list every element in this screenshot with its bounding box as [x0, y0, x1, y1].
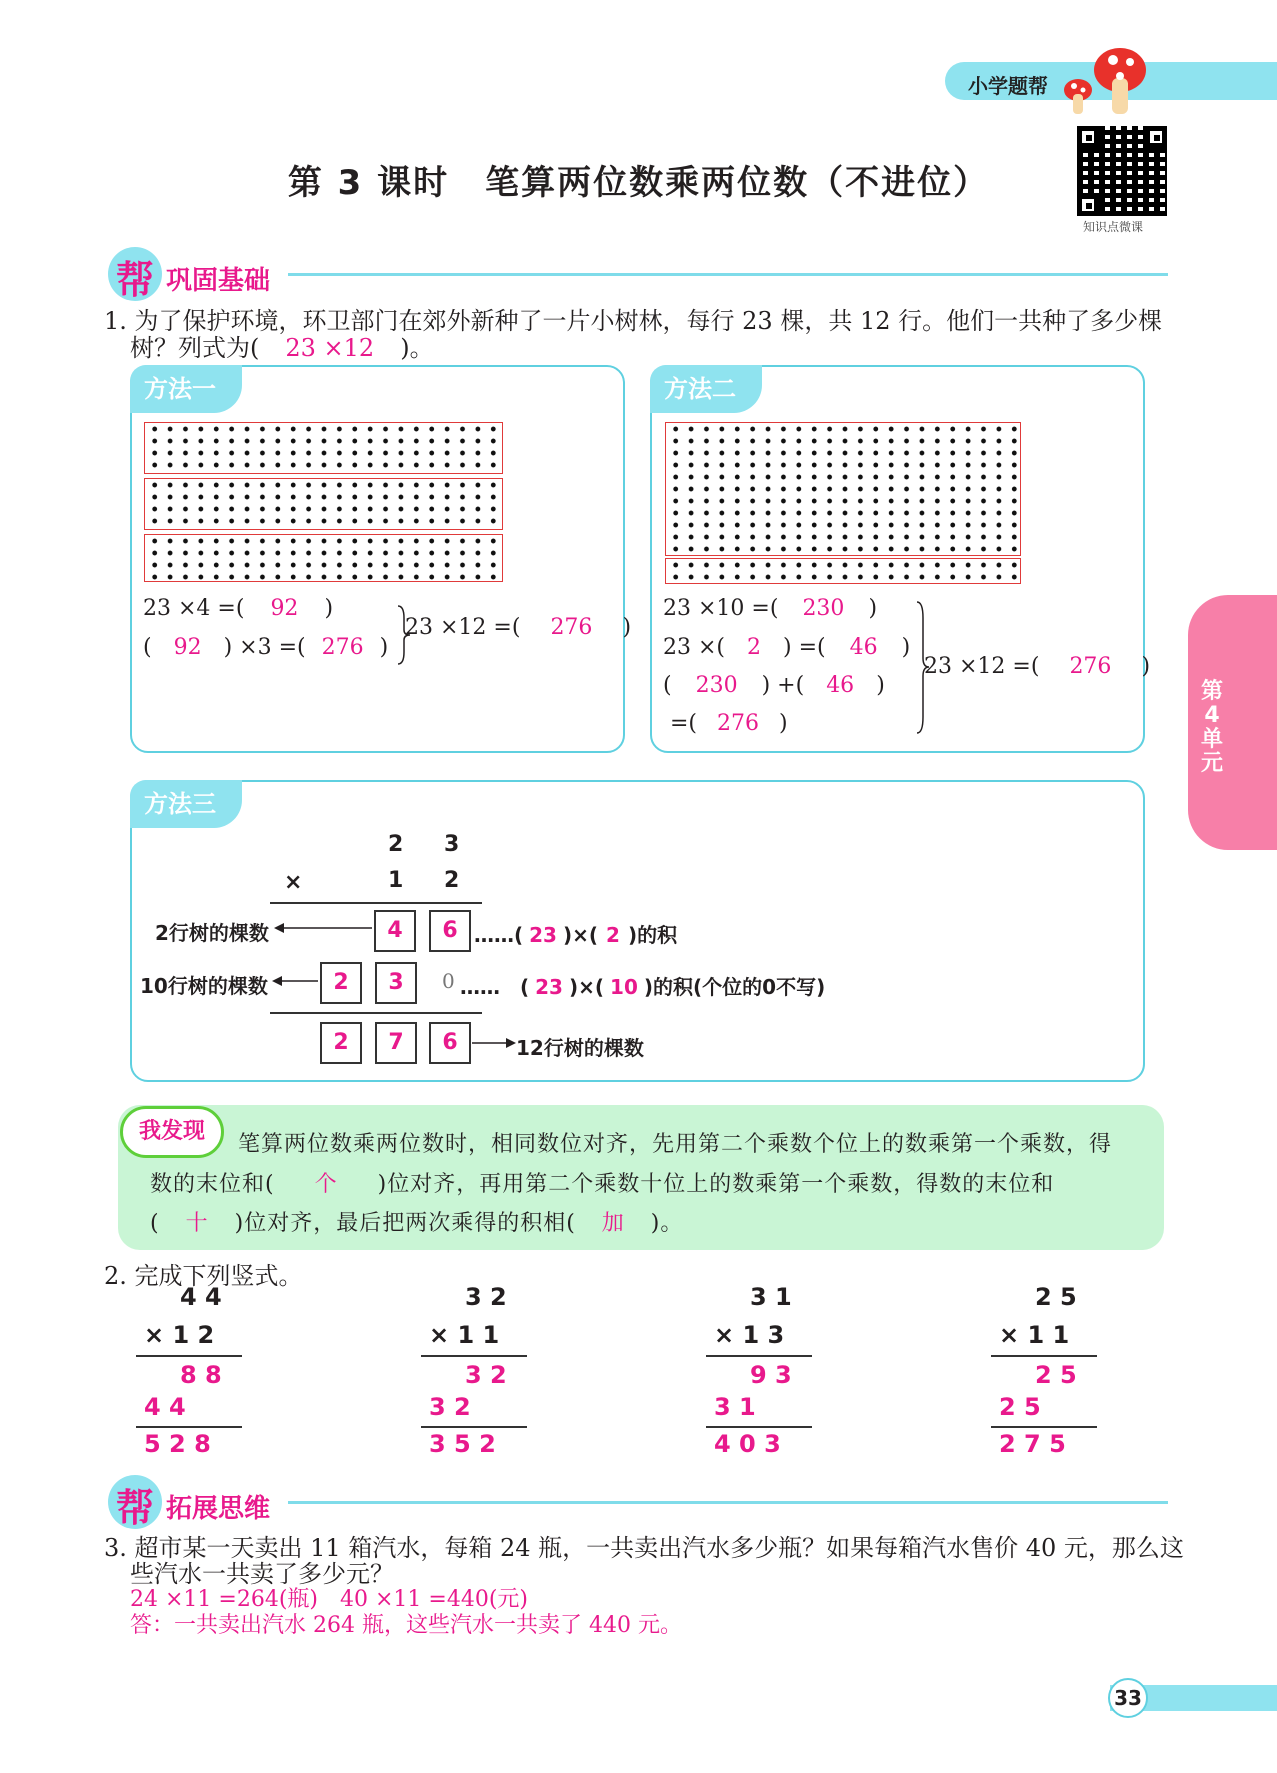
rule-line — [991, 1426, 1097, 1428]
note-text: )的积(个位的0不写) — [643, 975, 826, 999]
note-text: )×( — [562, 923, 599, 947]
discover-line1: 笔算两位数乘两位数时，相同数位对齐，先用第二个乘数个位上的数乘第一个乘数，得 — [238, 1132, 1113, 1157]
dot-group — [144, 422, 503, 474]
eq-answer: 276 — [1069, 654, 1112, 679]
rule-line — [136, 1426, 242, 1428]
rule-line — [706, 1355, 812, 1357]
rule-line — [991, 1355, 1097, 1357]
calc-result: 5 2 8 — [144, 1430, 211, 1458]
eq-text: ) — [868, 596, 878, 621]
result-box: 7 — [375, 1022, 417, 1064]
note-text: )×( — [568, 975, 605, 999]
method2-eq2 — [663, 635, 910, 660]
calc-top: 3 1 — [750, 1283, 792, 1311]
section-divider — [288, 1501, 1168, 1504]
section-badge-char: 帮 — [116, 258, 155, 302]
eq-answer: 46 — [826, 673, 855, 698]
calc-mult: × 1 1 — [999, 1321, 1070, 1349]
eq-answer: 230 — [695, 673, 738, 698]
multiplicand-digit: 2 — [388, 832, 404, 857]
rule-line — [706, 1426, 812, 1428]
calc-partial: 4 4 — [144, 1393, 186, 1421]
eq-text: ( — [663, 673, 672, 698]
note-answer: 23 — [529, 923, 557, 947]
note-answer: 23 — [535, 975, 563, 999]
rule-line — [270, 902, 482, 904]
multiplicand-digit: 3 — [444, 832, 460, 857]
eq-text: ) — [901, 635, 911, 660]
calc-result: 4 0 3 — [714, 1430, 781, 1458]
eq-text: ) — [876, 673, 885, 698]
method1-eq2 — [143, 635, 388, 660]
omitted-zero: 0 — [442, 969, 455, 993]
qr-corner — [1145, 126, 1167, 148]
calc-mult: × 1 3 — [714, 1321, 785, 1349]
method3-tag: 方法三 — [130, 780, 242, 828]
q3-text-line1: 3. 超市某一天卖出 11 箱汽水，每箱 24 瓶，一共卖出汽水多少瓶？如果每箱汽水售价 40 元，那么这 — [104, 1534, 1184, 1562]
calc-result: 2 7 5 — [999, 1430, 1066, 1458]
discover-text: ( — [150, 1211, 160, 1236]
q1-answer: 23 ×12 — [285, 334, 375, 362]
eq-answer: 276 — [717, 711, 760, 736]
dot-group — [144, 478, 503, 530]
section-title: 巩固基础 — [166, 266, 271, 296]
calc-top: 3 2 — [465, 1283, 507, 1311]
discover-text: 数的末位和( — [150, 1172, 275, 1197]
eq-answer: 276 — [550, 615, 593, 640]
discover-text: )位对齐，再用第二个乘数十位上的数乘第一个乘数，得数的末位和 — [377, 1172, 1055, 1197]
result-box: 6 — [429, 1022, 471, 1064]
section-divider — [288, 273, 1168, 276]
calc-result: 3 5 2 — [429, 1430, 496, 1458]
row1-note — [474, 919, 677, 948]
method1-result — [405, 615, 631, 640]
section-title: 拓展思维 — [166, 1494, 271, 1524]
side-char: 元 — [1200, 751, 1223, 776]
dot-group — [665, 558, 1021, 584]
q1-text: )。 — [400, 334, 434, 362]
eq-answer: 276 — [321, 635, 364, 660]
brand-name: 小学题帮 — [968, 74, 1048, 98]
q1-text-line2 — [130, 334, 434, 362]
qr-caption: 知识点微课 — [1083, 220, 1144, 234]
eq-text: ) — [324, 596, 334, 621]
eq-text: ( — [143, 635, 152, 660]
dot-group — [144, 534, 503, 582]
eq-text: 23 ×12 =( — [924, 654, 1040, 679]
calc-partial: 8 8 — [180, 1361, 222, 1389]
side-char: 4 — [1204, 703, 1220, 728]
eq-answer: 230 — [802, 596, 845, 621]
multiplier-digit: 1 — [388, 868, 404, 893]
page-number: 33 — [1108, 1678, 1148, 1718]
eq-text: 23 ×4 =( — [143, 596, 245, 621]
rule-line — [270, 1012, 482, 1014]
discover-line3 — [150, 1206, 683, 1237]
calc-partial: 3 1 — [714, 1393, 756, 1421]
method2-eq3 — [663, 673, 885, 698]
discover-answer: 加 — [601, 1211, 625, 1236]
page-title: 第 3 课时 笔算两位数乘两位数（不进位） — [287, 163, 990, 203]
note-text: …… ( — [460, 975, 530, 999]
eq-answer: 92 — [173, 635, 202, 660]
rule-line — [421, 1355, 527, 1357]
eq-text: ) ×3 =( — [223, 635, 306, 660]
method2-eq1 — [663, 596, 877, 621]
discover-answer: 个 — [314, 1172, 338, 1197]
calc-top: 4 4 — [180, 1283, 222, 1311]
mushroom-icon — [1058, 40, 1148, 120]
section-badge-char: 帮 — [116, 1486, 155, 1530]
eq-text: ) — [379, 635, 389, 660]
calc-mult: × 1 2 — [144, 1321, 215, 1349]
rule-line — [136, 1355, 242, 1357]
method2-tag: 方法二 — [650, 365, 762, 413]
qr-corner — [1077, 126, 1099, 148]
side-char: 单 — [1200, 727, 1223, 752]
method1-eq1 — [143, 596, 333, 621]
eq-text: 23 ×( — [663, 635, 726, 660]
eq-text: =( — [670, 711, 698, 736]
answer-box: 2 — [320, 962, 362, 1004]
side-char: 第 — [1200, 679, 1223, 704]
arrow-left-icon — [272, 971, 320, 991]
method2-eq4 — [670, 711, 788, 736]
discover-answer: 十 — [185, 1211, 209, 1236]
q3-text-line2: 些汽水一共卖了多少元？ — [130, 1560, 394, 1588]
section-header-extend — [108, 1475, 1168, 1529]
method2-result — [924, 654, 1150, 679]
unit-side-label — [1200, 680, 1224, 776]
eq-text: ) +( — [761, 673, 805, 698]
note-answer: 10 — [610, 975, 638, 999]
q3-answer-text: 答：一共卖出汽水 264 瓶，这些汽水一共卖了 440 元。 — [130, 1613, 682, 1638]
answer-box: 6 — [429, 910, 471, 952]
eq-text: 23 ×12 =( — [405, 615, 521, 640]
discover-badge: 我发现 — [120, 1106, 224, 1158]
note-text: ……( — [474, 923, 524, 947]
q1-text-line1: 1. 为了保护环境，环卫部门在郊外新种了一片小树林，每行 23 棵，共 12 行。他们一共种了多少棵 — [104, 307, 1163, 335]
note-answer: 2 — [606, 923, 620, 947]
eq-text: ) — [1141, 654, 1151, 679]
eq-text: ) — [622, 615, 632, 640]
calc-mult: × 1 1 — [429, 1321, 500, 1349]
method1-tag: 方法一 — [130, 365, 242, 413]
multiplier-digit: 2 — [444, 868, 460, 893]
q3-answer-calc: 24 ×11 =264(瓶) 40 ×11 =440(元) — [130, 1587, 528, 1612]
note-text: )的积 — [627, 923, 678, 947]
eq-answer: 92 — [270, 596, 299, 621]
calc-partial: 3 2 — [465, 1361, 507, 1389]
discover-line2 — [150, 1167, 1054, 1198]
answer-box: 3 — [375, 962, 417, 1004]
q1-text: 树？列式为( — [130, 334, 260, 362]
dot-group — [665, 422, 1021, 556]
row1-label: 2行树的棵数 — [155, 921, 269, 945]
times-sign: × — [284, 870, 303, 895]
eq-answer: 46 — [849, 635, 878, 660]
row2-note — [460, 971, 825, 1000]
calc-top: 2 5 — [1035, 1283, 1077, 1311]
discover-text: )。 — [650, 1211, 684, 1236]
arrow-left-icon — [274, 918, 374, 938]
result-box: 2 — [320, 1022, 362, 1064]
eq-text: ) — [779, 711, 788, 736]
rule-line — [421, 1426, 527, 1428]
calc-partial: 3 2 — [429, 1393, 471, 1421]
arrow-right-icon — [472, 1033, 516, 1053]
answer-box: 4 — [374, 910, 416, 952]
eq-text: 23 ×10 =( — [663, 596, 779, 621]
discover-text: )位对齐，最后把两次乘得的积相( — [234, 1211, 576, 1236]
calc-partial: 2 5 — [999, 1393, 1041, 1421]
result-label: 12行树的棵数 — [516, 1036, 644, 1060]
calc-partial: 9 3 — [750, 1361, 792, 1389]
eq-answer: 2 — [747, 635, 762, 660]
eq-text: ) =( — [783, 635, 826, 660]
calc-partial: 2 5 — [1035, 1361, 1077, 1389]
row2-label: 10行树的棵数 — [140, 974, 268, 998]
q2-title: 2. 完成下列竖式。 — [104, 1262, 303, 1290]
section-header-basics — [108, 247, 1168, 301]
